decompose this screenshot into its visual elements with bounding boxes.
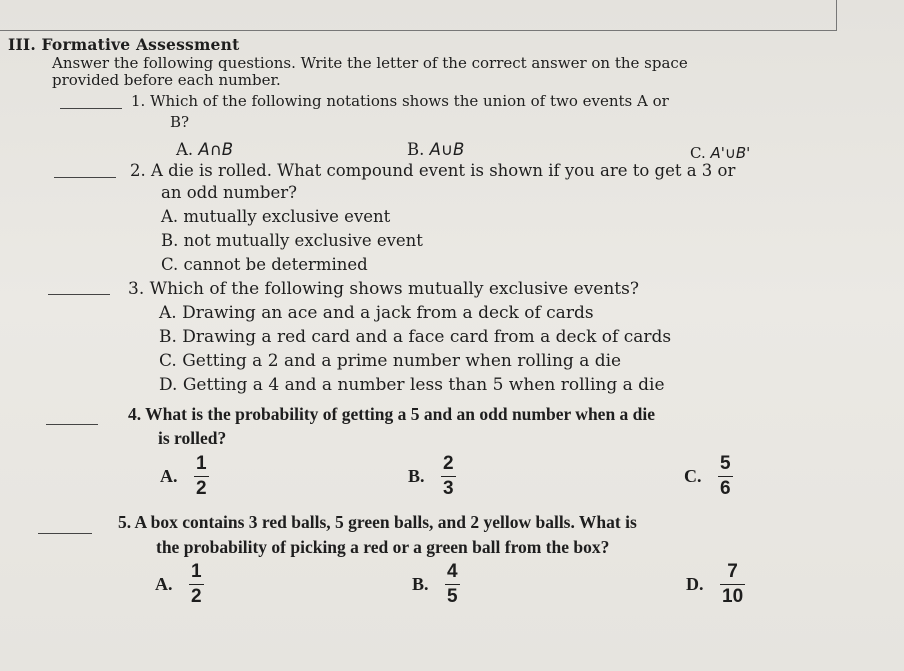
denominator: 5 bbox=[447, 585, 458, 607]
option-letter: B. bbox=[412, 573, 429, 594]
question-1-stem-cont: B? bbox=[170, 113, 190, 131]
question-5-stem: 5. A box contains 3 red balls, 5 green balls, and 2 yellow balls. What is bbox=[118, 512, 637, 532]
instructions-line-2: provided before each number. bbox=[52, 71, 281, 89]
fraction-bar bbox=[441, 476, 456, 477]
fraction-bar bbox=[445, 584, 460, 585]
numerator: 4 bbox=[447, 561, 458, 582]
numerator: 1 bbox=[191, 561, 202, 582]
answer-blank-4[interactable] bbox=[46, 424, 98, 425]
denominator: 2 bbox=[191, 585, 202, 607]
option-letter: C. bbox=[684, 465, 702, 486]
answer-blank-2[interactable] bbox=[54, 177, 116, 178]
question-3-option-c: C. Getting a 2 and a prime number when rolling a die bbox=[159, 351, 622, 371]
question-5-stem-cont: the probability of picking a red or a green ball from the box? bbox=[156, 537, 610, 557]
fraction-bar bbox=[189, 584, 204, 585]
question-2-option-b: B. not mutually exclusive event bbox=[161, 231, 423, 250]
fraction bbox=[718, 454, 733, 499]
question-4-stem: 4. What is the probability of getting a 5 and an odd number when a die bbox=[128, 404, 656, 424]
question-3-option-b: B. Drawing a red card and a face card from a deck of cards bbox=[159, 327, 672, 347]
option-letter: A. bbox=[176, 140, 194, 159]
fraction bbox=[441, 454, 456, 499]
question-1-option-b bbox=[407, 140, 464, 159]
option-notation: A∪B bbox=[429, 140, 465, 159]
question-5-option-d bbox=[686, 562, 745, 607]
fraction bbox=[189, 562, 204, 607]
instructions-line-1: Answer the following questions. Write the letter of the correct answer on the space bbox=[52, 54, 688, 72]
numerator: 5 bbox=[720, 453, 731, 474]
question-1-option-c bbox=[690, 144, 750, 162]
fraction-bar bbox=[194, 476, 209, 477]
denominator: 2 bbox=[196, 477, 207, 499]
question-5-option-a bbox=[155, 562, 204, 607]
section-title: III. Formative Assessment bbox=[8, 35, 240, 54]
fraction-bar bbox=[718, 476, 733, 477]
question-3-option-d: D. Getting a 4 and a number less than 5 when rolling a die bbox=[159, 375, 665, 395]
denominator: 6 bbox=[720, 477, 731, 499]
answer-blank-1[interactable] bbox=[60, 108, 122, 109]
fraction bbox=[194, 454, 209, 499]
option-letter: B. bbox=[407, 140, 425, 159]
option-notation: A∩B bbox=[198, 140, 234, 159]
option-letter: A. bbox=[155, 573, 173, 594]
question-4-option-c bbox=[684, 454, 733, 499]
question-2-stem: 2. A die is rolled. What compound event is shown if you are to get a 3 or bbox=[130, 161, 736, 180]
question-3-option-a: A. Drawing an ace and a jack from a deck of cards bbox=[159, 303, 594, 323]
denominator: 3 bbox=[443, 477, 454, 499]
fraction bbox=[720, 562, 745, 607]
question-2-stem-cont: an odd number? bbox=[161, 183, 297, 202]
question-4-stem-cont: is rolled? bbox=[158, 428, 227, 448]
question-2-option-c: C. cannot be determined bbox=[161, 255, 368, 274]
option-letter: B. bbox=[408, 465, 425, 486]
question-5-option-b bbox=[412, 562, 460, 607]
question-2-option-a: A. mutually exclusive event bbox=[161, 207, 391, 226]
header-box-border bbox=[0, 0, 837, 31]
fraction-bar bbox=[720, 584, 745, 585]
question-4-option-a bbox=[160, 454, 209, 499]
question-3-stem: 3. Which of the following shows mutually exclusive events? bbox=[128, 279, 639, 299]
option-notation: A'∪B' bbox=[710, 144, 751, 162]
question-4-option-b bbox=[408, 454, 456, 499]
option-letter: A. bbox=[160, 465, 178, 486]
answer-blank-5[interactable] bbox=[38, 533, 92, 534]
numerator: 2 bbox=[443, 453, 454, 474]
numerator: 7 bbox=[727, 561, 738, 582]
question-1-stem: 1. Which of the following notations shows the union of two events A or bbox=[131, 92, 669, 110]
numerator: 1 bbox=[196, 453, 207, 474]
answer-blank-3[interactable] bbox=[48, 294, 110, 295]
option-letter: D. bbox=[686, 573, 704, 594]
fraction bbox=[445, 562, 460, 607]
question-1-option-a bbox=[176, 140, 233, 159]
denominator: 10 bbox=[722, 585, 744, 607]
option-letter: C. bbox=[690, 144, 706, 162]
